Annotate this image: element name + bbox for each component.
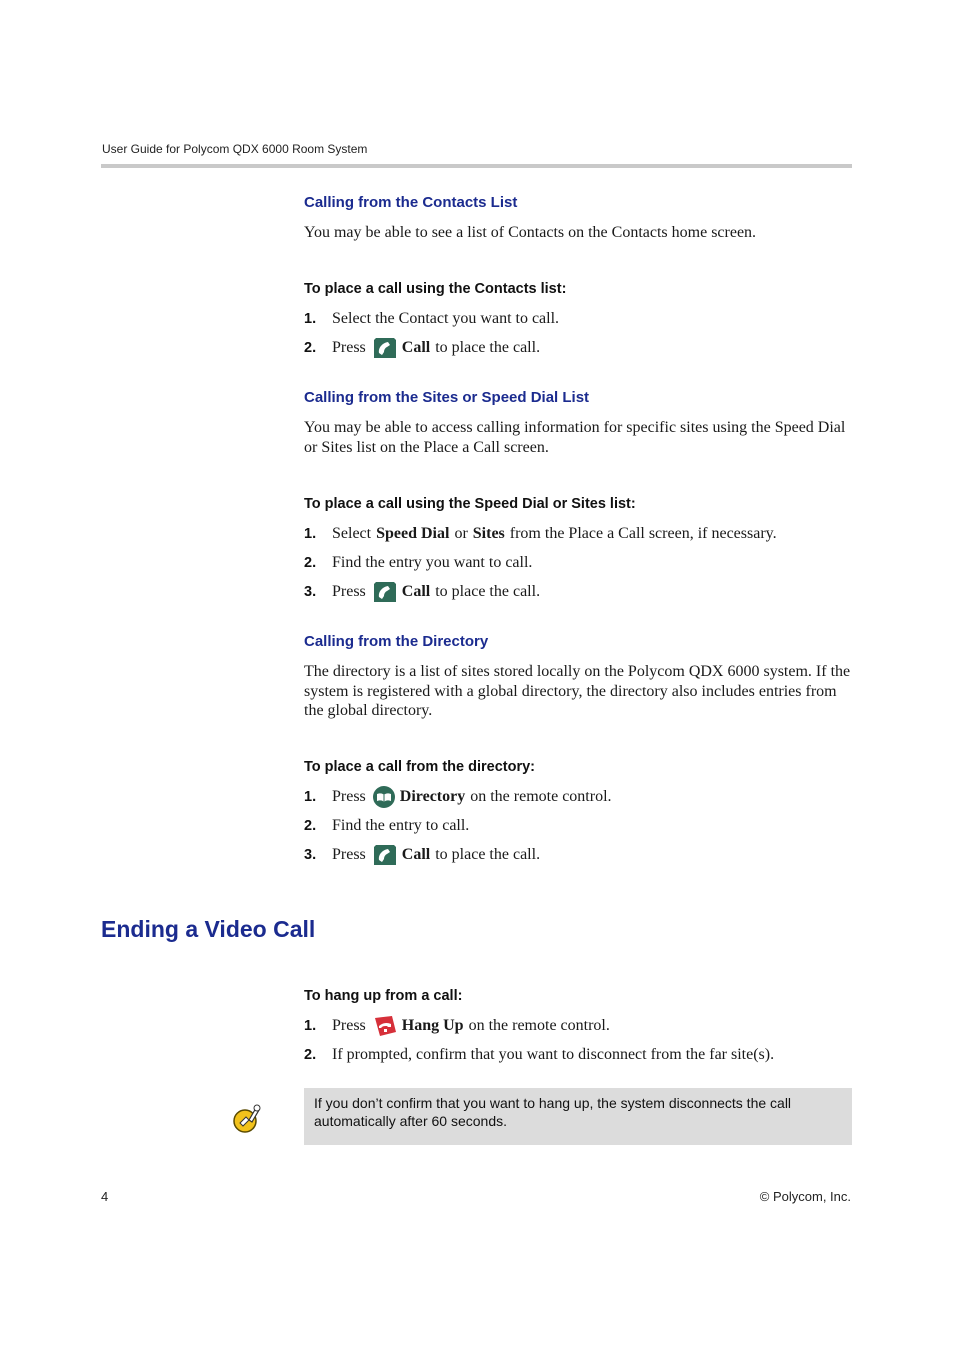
call-icon: [372, 580, 398, 604]
note-icon: [232, 1102, 264, 1134]
call-icon: [372, 336, 398, 360]
step-text-pre: Press: [332, 788, 366, 805]
step-text-post: on the remote control.: [468, 1017, 610, 1034]
directory-intro: The directory is a list of sites stored locally on the Polycom QDX 6000 system. If the system is registered with a global directory, the directory also includes entries from the global directory.: [304, 663, 851, 719]
step-text-pre: Press: [332, 1017, 366, 1034]
step-text-pre: Select: [332, 525, 372, 542]
step-text-post: to place the call.: [435, 339, 541, 356]
step-number: 3.: [304, 847, 317, 863]
note-text: If you don’t confirm that you want to hang up, the system disconnects the call automatically after 60 seconds.: [314, 1095, 792, 1129]
speed-dial-procedure-title: To place a call using the Speed Dial or Sites list:: [304, 496, 636, 512]
hang-up-icon: [372, 1014, 398, 1038]
speed-dial-step-2: [304, 552, 852, 574]
speed-dial-intro: You may be able to access calling information for specific sites using the Speed Dial or Sites list on the Place a Call screen.: [304, 419, 846, 456]
contacts-step-2: [304, 337, 852, 359]
step-text: Find the entry to call.: [332, 817, 470, 834]
ending-step-1: [304, 1015, 852, 1037]
step-number: 2.: [304, 340, 317, 356]
contacts-step-1: [304, 308, 852, 330]
step-text: Find the entry you want to call.: [332, 554, 533, 571]
step-number: 1.: [304, 1018, 317, 1034]
directory-step-2: [304, 815, 852, 837]
step-text: If prompted, confirm that you want to disconnect from the far site(s).: [332, 1046, 775, 1063]
step-text-pre: Press: [332, 583, 366, 600]
step-number: 1.: [304, 311, 317, 327]
step-text-post: from the Place a Call screen, if necessary.: [509, 525, 777, 542]
step-number: 1.: [304, 526, 317, 542]
call-icon: [372, 843, 398, 867]
step-number: 3.: [304, 584, 317, 600]
contacts-procedure-title: To place a call using the Contacts list:: [304, 281, 567, 297]
ending-procedure-title: To hang up from a call:: [304, 988, 463, 1004]
step-number: 2.: [304, 1047, 317, 1063]
step-text-post: on the remote control.: [470, 788, 612, 805]
directory-icon: [372, 785, 396, 809]
speed-dial-step-3: [304, 581, 852, 603]
step-text-pre: Press: [332, 846, 366, 863]
step-text-post: to place the call.: [435, 846, 541, 863]
step-text-bold: Directory: [399, 788, 466, 805]
step-number: 2.: [304, 555, 317, 571]
step-text: Select the Contact you want to call.: [332, 310, 560, 327]
step-text-bold: Hang Up: [401, 1017, 464, 1034]
step-text-bold: Call: [401, 846, 431, 863]
step-number: 2.: [304, 818, 317, 834]
step-number: 1.: [304, 789, 317, 805]
directory-procedure-title: To place a call from the directory:: [304, 759, 535, 775]
step-text-post: to place the call.: [435, 583, 541, 600]
heading-contacts: Calling from the Contacts List: [304, 194, 518, 211]
step-text-mid: or: [454, 525, 468, 542]
step-text-bold-speed-dial: Speed Dial: [376, 525, 450, 542]
heading-speed-dial: Calling from the Sites or Speed Dial List: [304, 389, 590, 406]
ending-step-2: [304, 1044, 852, 1066]
heading-ending-video-call: Ending a Video Call: [101, 916, 316, 942]
step-text-bold-sites: Sites: [472, 525, 505, 542]
directory-step-1: [304, 786, 852, 808]
step-text-pre: Press: [332, 339, 366, 356]
heading-directory: Calling from the Directory: [304, 633, 489, 650]
header-rule: [101, 164, 852, 168]
directory-step-3: [304, 844, 852, 866]
step-text-bold: Call: [401, 583, 431, 600]
running-header: User Guide for Polycom QDX 6000 Room System: [102, 142, 368, 156]
page-number: 4: [101, 1189, 109, 1204]
contacts-intro: You may be able to see a list of Contacts on the Contacts home screen.: [304, 224, 757, 241]
copyright: © Polycom, Inc.: [759, 1189, 851, 1204]
speed-dial-step-1: [304, 523, 852, 545]
step-text-bold: Call: [401, 339, 431, 356]
